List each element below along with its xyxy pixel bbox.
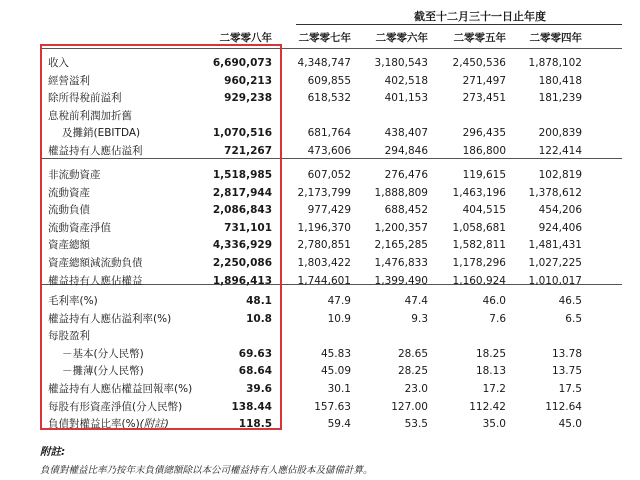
row-label-text: 流動負債 (48, 204, 90, 217)
cell-0: 10.8 (246, 312, 272, 325)
cell-1: 681,764 (307, 127, 351, 140)
cell-1: 4,348,747 (297, 57, 351, 69)
cell-2: 688,452 (384, 204, 428, 217)
row-label-text: －攤薄(分人民幣) (62, 365, 144, 378)
row-label-text: 權益持有人應佔權益回報率(%) (48, 383, 193, 395)
row-label-text: 資產總額 (48, 239, 90, 252)
cell-4: 180,418 (538, 74, 582, 87)
header-underline (296, 24, 622, 25)
cell-4: 17.5 (558, 383, 582, 395)
cell-3: 18.13 (475, 365, 506, 378)
year-header-3: 二零零五年 (453, 32, 506, 44)
row-label-text: 流動資產 (48, 186, 90, 199)
cell-2: 23.0 (404, 383, 428, 395)
cell-0: 2,086,843 (212, 204, 272, 217)
cell-2: 1,200,357 (374, 221, 428, 234)
cell-1: 473,606 (307, 145, 351, 157)
cell-3: 17.2 (482, 383, 506, 395)
year-header-2: 二零零六年 (375, 32, 428, 44)
note-reference: (附註) (139, 418, 169, 431)
cell-3: 1,058,681 (452, 221, 506, 234)
cell-4: 13.78 (551, 347, 582, 360)
cell-4: 1,027,225 (528, 257, 582, 269)
cell-2: 402,518 (384, 74, 428, 87)
cell-4: 112.64 (545, 400, 582, 413)
cell-3: 1,160,924 (452, 274, 506, 287)
row-label-text: 每股盈利 (48, 330, 90, 343)
cell-0: 4,336,929 (212, 239, 272, 252)
cell-4: 200,839 (538, 127, 582, 140)
cell-3: 46.0 (482, 295, 506, 307)
cell-3: 1,178,296 (452, 257, 506, 269)
cell-1: 10.9 (327, 312, 351, 325)
cell-3: 119,615 (462, 169, 506, 181)
cell-4: 1,878,102 (528, 57, 582, 69)
cell-0: 69.63 (238, 347, 272, 360)
period-header: 截至十二月三十一日止年度 (414, 10, 546, 23)
cell-4: 13.75 (551, 365, 582, 378)
cell-3: 273,451 (462, 92, 506, 105)
cell-1: 609,855 (307, 74, 351, 87)
row-label-text: 經營溢利 (48, 74, 90, 87)
cell-2: 438,407 (384, 127, 428, 140)
cell-4: 1,481,431 (528, 239, 582, 252)
cell-4: 45.0 (558, 418, 582, 431)
cell-1: 30.1 (327, 383, 351, 395)
row-label-text: 及攤銷(EBITDA) (62, 127, 141, 140)
cell-1: 1,196,370 (297, 221, 351, 234)
cell-2: 127.00 (391, 400, 428, 413)
cell-0: 1,070,516 (212, 127, 272, 140)
cell-2: 2,165,285 (374, 239, 428, 252)
cell-2: 3,180,543 (374, 57, 428, 69)
cell-1: 45.09 (320, 365, 351, 378)
footnote-title: 附註: (40, 446, 66, 458)
row-label-text: 權益持有人應佔權益 (48, 274, 143, 287)
cell-0: 6,690,073 (212, 57, 272, 69)
year-header-1: 二零零七年 (298, 32, 351, 44)
cell-0: 1,896,413 (212, 274, 272, 287)
row-label-text: －基本(分人民幣) (62, 347, 144, 360)
cell-4: 6.5 (565, 312, 582, 325)
cell-0: 1,518,985 (212, 169, 272, 181)
cell-3: 186,800 (462, 145, 506, 157)
cell-4: 46.5 (558, 295, 582, 307)
row-label-text: 除所得稅前溢利 (48, 92, 122, 105)
cell-2: 401,153 (384, 92, 428, 105)
cell-2: 9.3 (411, 312, 428, 325)
cell-2: 276,476 (384, 169, 428, 181)
cell-4: 181,239 (538, 92, 582, 105)
year-header-0: 二零零八年 (219, 32, 272, 44)
cell-2: 28.65 (397, 347, 428, 360)
cell-1: 47.9 (327, 295, 351, 307)
cell-3: 1,463,196 (452, 186, 506, 199)
cell-3: 2,450,536 (452, 57, 506, 69)
cell-0: 929,238 (224, 92, 272, 105)
year-header-4: 二零零四年 (529, 32, 582, 44)
cell-0: 960,213 (224, 74, 272, 87)
row-label-text: 收入 (48, 57, 69, 69)
cell-3: 7.6 (489, 312, 506, 325)
cell-0: 68.64 (238, 365, 272, 378)
row-label-text: 息稅前利潤加折舊 (48, 109, 132, 122)
cell-1: 45.83 (320, 347, 351, 360)
row-label-text: 負債對權益比率(%) (48, 418, 140, 431)
cell-3: 35.0 (482, 418, 506, 431)
cell-1: 2,780,851 (297, 239, 351, 252)
cell-4: 924,406 (538, 221, 582, 234)
cell-1: 2,173,799 (297, 186, 351, 199)
cell-3: 112.42 (469, 400, 506, 413)
highlight-box-2008 (40, 44, 282, 430)
cell-0: 721,267 (224, 145, 272, 157)
cell-1: 977,429 (307, 204, 351, 217)
cell-4: 102,819 (538, 169, 582, 181)
cell-2: 1,888,809 (374, 186, 428, 199)
row-label-text: 資產總額減流動負債 (48, 257, 143, 269)
cell-2: 28.25 (397, 365, 428, 378)
cell-4: 454,206 (538, 204, 582, 217)
cell-1: 1,744,601 (297, 274, 351, 287)
row-label-text: 毛利率(%) (48, 295, 98, 307)
cell-0: 118.5 (238, 418, 272, 431)
row-label-text: 流動資產淨值 (48, 221, 111, 234)
cell-3: 18.25 (475, 347, 506, 360)
cell-4: 1,378,612 (528, 186, 582, 199)
cell-1: 1,803,422 (297, 257, 351, 269)
cell-1: 157.63 (314, 400, 351, 413)
cell-2: 294,846 (384, 145, 428, 157)
cell-4: 122,414 (538, 145, 582, 157)
cell-0: 731,101 (224, 221, 272, 234)
cell-2: 47.4 (404, 295, 428, 307)
cell-0: 48.1 (246, 295, 272, 307)
cell-1: 59.4 (327, 418, 351, 431)
cell-2: 53.5 (404, 418, 428, 431)
cell-0: 39.6 (246, 383, 272, 395)
cell-3: 1,582,811 (452, 239, 506, 252)
cell-0: 138.44 (231, 400, 272, 413)
cell-3: 296,435 (462, 127, 506, 140)
cell-4: 1,010,017 (528, 274, 582, 287)
row-label-text: 權益持有人應佔溢利率(%) (48, 312, 172, 325)
cell-1: 607,052 (307, 169, 351, 181)
cell-0: 2,250,086 (212, 257, 272, 269)
cell-0: 2,817,944 (212, 186, 272, 199)
cell-2: 1,476,833 (374, 257, 428, 269)
row-label-text: 權益持有人應佔溢利 (48, 145, 143, 157)
row-label-text: 每股有形資產淨值(分人民幣) (48, 400, 183, 413)
cell-1: 618,532 (307, 92, 351, 105)
footnote-text: 負債對權益比率乃按年末負債總額除以本公司權益持有人應佔股本及儲備計算。 (40, 465, 373, 476)
cell-3: 271,497 (462, 74, 506, 87)
cell-2: 1,399,490 (374, 274, 428, 287)
cell-3: 404,515 (462, 204, 506, 217)
row-label-text: 非流動資產 (48, 169, 101, 181)
